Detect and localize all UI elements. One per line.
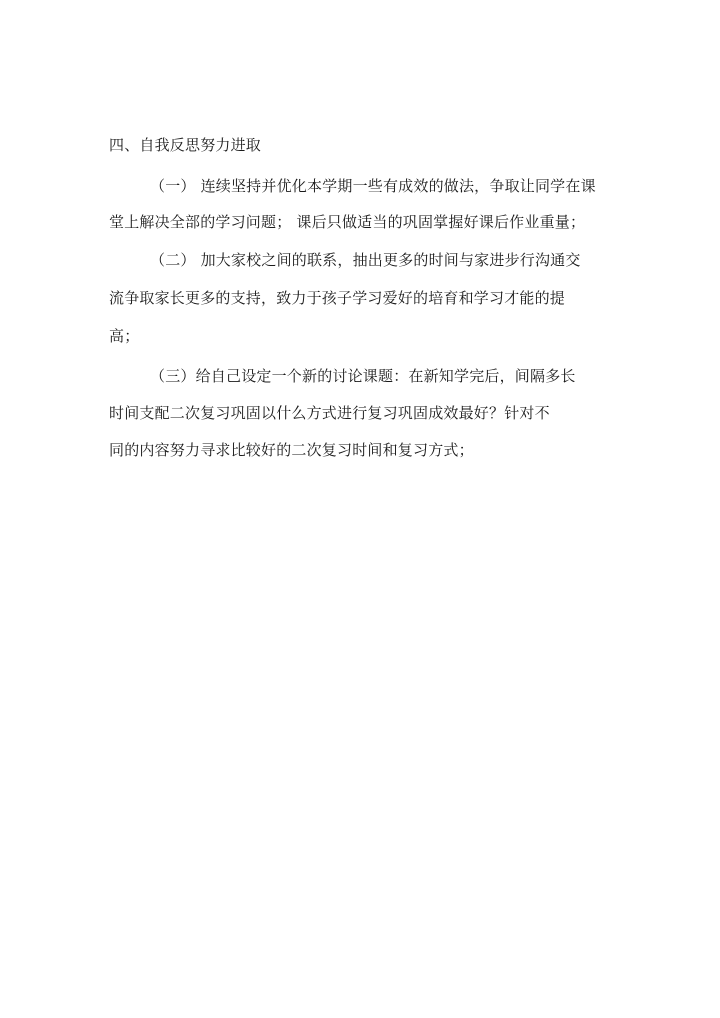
paragraph-line: 高； xyxy=(109,327,140,345)
paragraph-line: 流争取家长更多的支持，致力于孩子学习爱好的培育和学习才能的提 xyxy=(109,289,566,307)
paragraph-line: 同的内容努力寻求比较好的二次复习时间和复习方式； xyxy=(109,441,474,459)
paragraph-line: 堂上解决全部的学习问题； 课后只做适当的巩固掌握好课后作业重量； xyxy=(109,213,586,231)
section-heading: 四、自我反思努力进取 xyxy=(109,136,262,154)
paragraph-line: （二） 加大家校之间的联系，抽出更多的时间与家进步行沟通交 xyxy=(150,251,581,269)
paragraph-line: （三）给自己设定一个新的讨论课题：在新知学完后，间隔多长 xyxy=(150,367,576,385)
paragraph-line: （一） 连续坚持并优化本学期一些有成效的做法，争取让同学在课 xyxy=(150,177,596,195)
paragraph-line: 时间支配二次复习巩固以什么方式进行复习巩固成效最好？针对不 xyxy=(109,404,550,422)
